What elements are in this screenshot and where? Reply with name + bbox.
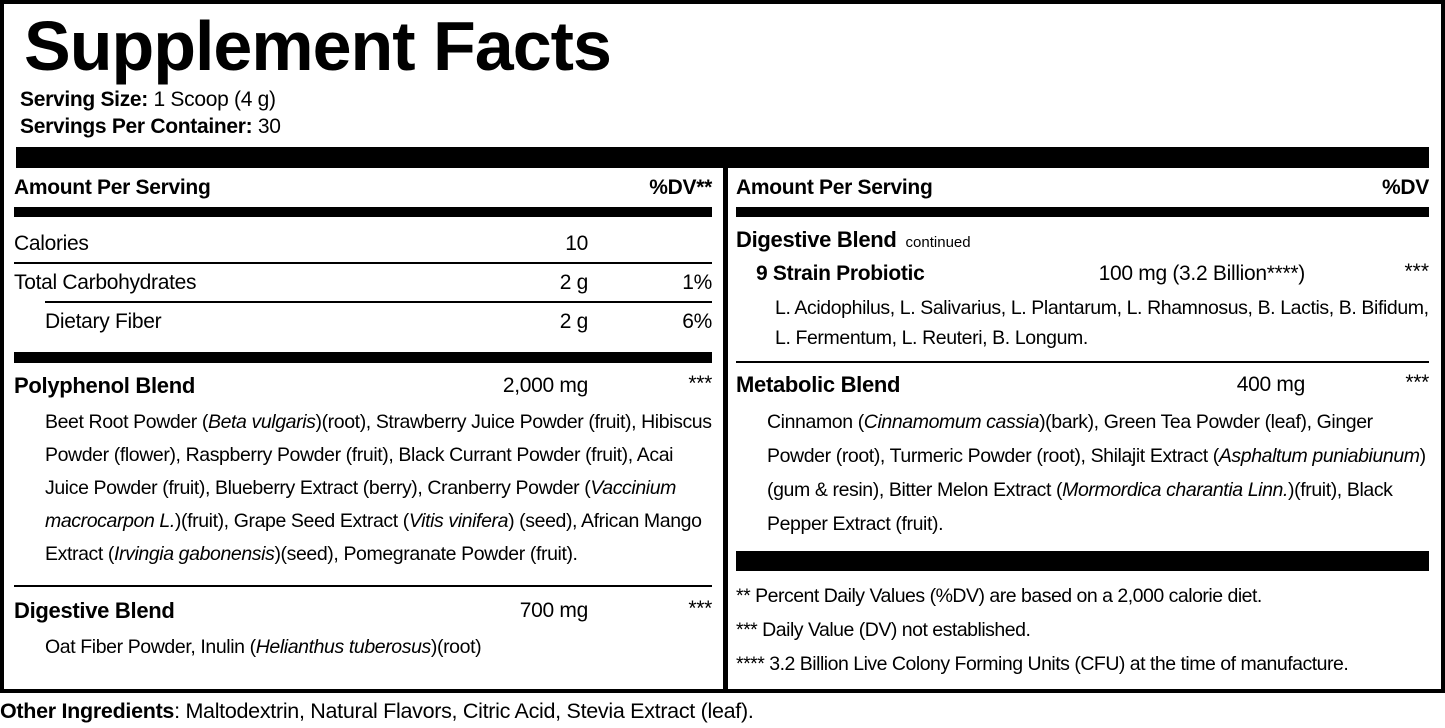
servings-per-container-value: 30	[252, 115, 281, 138]
probiotic-amount: 100 mg (3.2 Billion****)	[1098, 262, 1305, 285]
footnotes	[736, 579, 1429, 681]
digestive-blend-row	[14, 597, 712, 625]
footnote-daily-values: ** Percent Daily Values (%DV) are based on a 2,000 calorie diet.	[736, 585, 1262, 607]
left-dv-label: %DV**	[649, 175, 712, 199]
row-divider	[736, 361, 1429, 363]
right-dv-label: %DV	[1382, 175, 1429, 199]
blend-amount: 700 mg	[519, 599, 588, 622]
polyphenol-blend-ingredients: Beet Root Powder (Beta vulgaris)(root), Strawberry Juice Powder (fruit), Hibiscus Powder (flower), Raspberry Powder (fruit), Black Currant Powder (fruit), Acai Juice Powder (fruit), Blueberry Extract (berry), Cranberry Powder (Vaccinium macrocarpon L.)(fruit), Grape Seed Extract (Vitis vinifera) (seed), African Mango Extract (Irvingia gabonensis)(seed), Pomegranate Powder (fruit).	[45, 411, 712, 565]
right-column	[723, 168, 1441, 689]
nutrient-dv: 1%	[682, 271, 712, 294]
nutrient-name: Calories	[14, 232, 89, 255]
blend-name: Digestive Blend	[736, 227, 897, 252]
continued-label: continued	[905, 234, 971, 251]
nutrient-amount: 10	[565, 232, 588, 255]
probiotic-name: 9 Strain Probiotic	[756, 262, 925, 285]
blend-dv: ***	[1405, 371, 1429, 394]
top-thick-bar	[16, 147, 1429, 168]
metabolic-blend-ingredients: Cinnamon (Cinnamomum cassia)(bark), Green Tea Powder (leaf), Ginger Powder (root), Turmeric Powder (root), Shilajit Extract (Asphaltum puniabiunum)(gum & resin), Bitter Melon Extract (Mormordica charantia Linn.)(fruit), Black Pepper Extract (fruit).	[767, 411, 1426, 535]
other-ingredients-label: Other Ingredients	[0, 699, 175, 723]
footnote-cfu: **** 3.2 Billion Live Colony Forming Units (CFU) at the time of manufacture.	[736, 653, 1349, 675]
page-title: Supplement Facts	[24, 7, 611, 85]
blend-name: Digestive Blend	[14, 598, 175, 623]
probiotic-strains-list: L. Acidophilus, L. Salivarius, L. Plantarum, L. Rhamnosus, B. Lactis, B. Bifidum, L. Fermentum, L. Reuteri, B. Longum.	[775, 297, 1429, 349]
blend-dv: ***	[688, 597, 712, 620]
blend-name: Polyphenol Blend	[14, 373, 195, 398]
serving-size-label: Serving Size:	[20, 88, 148, 111]
left-amount-per-serving-label: Amount Per Serving	[14, 175, 211, 199]
right-header-bar	[736, 207, 1429, 217]
digestive-blend-continued-row	[736, 226, 1429, 257]
nutrient-name: Dietary Fiber	[45, 310, 162, 333]
other-ingredients-value: : Maltodextrin, Natural Flavors, Citric Acid, Stevia Extract (leaf).	[174, 699, 754, 723]
servings-per-container-row	[20, 113, 1429, 140]
digestive-blend-ingredients: Oat Fiber Powder, Inulin (Helianthus tuberosus)(root)	[45, 636, 482, 658]
nutrient-row-total-carbohydrates	[14, 264, 712, 301]
blend-amount: 400 mg	[1236, 373, 1305, 396]
nutrient-dv: 6%	[682, 310, 712, 333]
nutrient-row-calories	[14, 225, 712, 262]
blend-dv: ***	[688, 372, 712, 395]
left-header-bar	[14, 207, 712, 217]
footnotes-section-bar	[736, 551, 1429, 571]
nutrient-name: Total Carbohydrates	[14, 271, 197, 294]
metabolic-blend-row	[736, 371, 1429, 399]
left-column	[4, 168, 723, 689]
nutrient-row-dietary-fiber	[14, 303, 712, 340]
polyphenol-section-bar	[14, 352, 712, 363]
serving-size-row	[20, 86, 1429, 113]
row-divider	[14, 585, 712, 587]
probiotic-row	[736, 259, 1429, 289]
panel-header-section	[4, 4, 1441, 168]
facts-columns	[4, 168, 1441, 689]
other-ingredients-row	[0, 699, 754, 724]
nutrient-amount: 2 g	[559, 271, 588, 294]
probiotic-dv: ***	[1404, 260, 1429, 283]
right-column-header	[736, 168, 1429, 207]
servings-per-container-label: Servings Per Container:	[20, 115, 253, 138]
nutrient-amount: 2 g	[559, 310, 588, 333]
polyphenol-blend-row	[14, 372, 712, 400]
blend-name: Metabolic Blend	[736, 372, 901, 397]
right-amount-per-serving-label: Amount Per Serving	[736, 175, 933, 199]
blend-name-with-continued	[736, 226, 1429, 257]
serving-size-value: 1 Scoop (4 g)	[147, 88, 276, 111]
blend-amount: 2,000 mg	[502, 374, 588, 397]
footnote-dv-not-established: *** Daily Value (DV) not established.	[736, 619, 1031, 641]
left-column-header	[14, 168, 712, 207]
